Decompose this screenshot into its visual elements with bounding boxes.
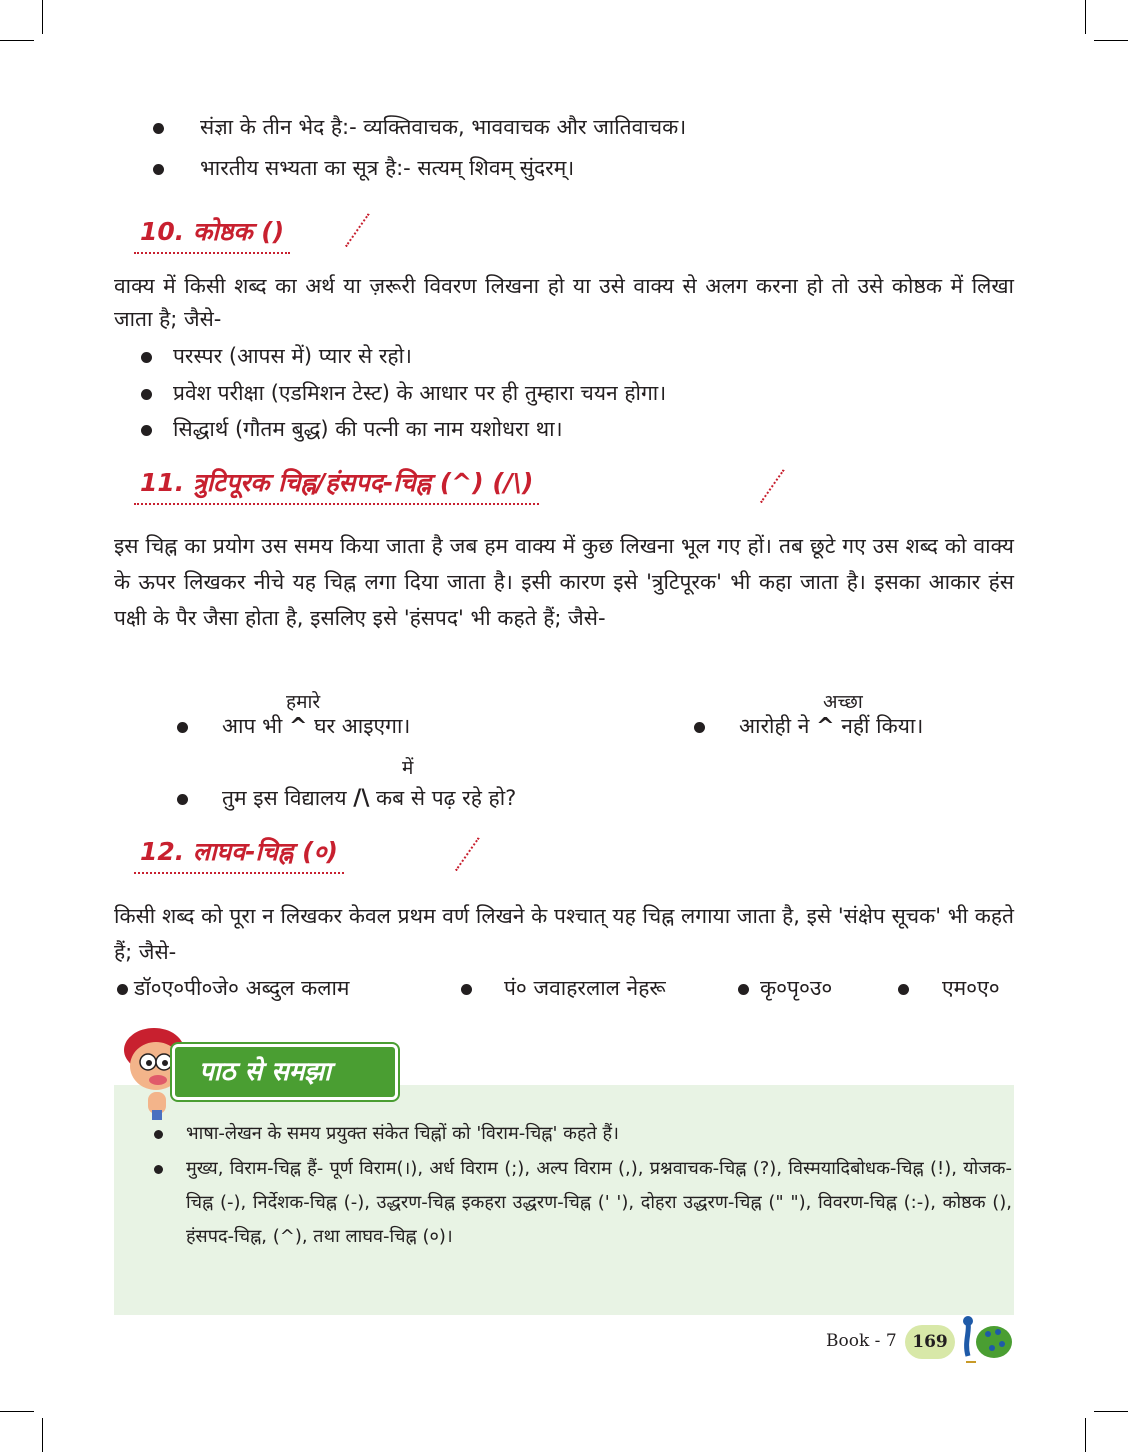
section-10-heading: 10. कोष्ठक () — [134, 214, 290, 254]
heading-slash — [345, 213, 371, 248]
section-10-example-2: प्रवेश परीक्षा (एडमिशन टेस्ट) के आधार पर ही तुम्हारा चयन होगा। — [173, 381, 667, 405]
section-11-heading: 11. त्रुटिपूरक चिह्न/हंसपद-चिह्न (^) (/\) — [134, 465, 539, 505]
caret-example-1-before: आप भी — [222, 714, 283, 738]
hanspad-mark: /\ — [353, 786, 370, 811]
bullet-dot — [117, 984, 128, 995]
crop-mark — [42, 0, 43, 34]
bullet-dot — [694, 722, 705, 733]
heading-slash — [760, 469, 786, 504]
crop-mark — [1094, 1411, 1128, 1412]
summary-banner-label: पाठ से समझा — [199, 1057, 331, 1087]
caret-example-2-before: आरोही ने — [739, 714, 810, 738]
section-12-paragraph: किसी शब्द को पूरा न लिखकर केवल प्रथम वर्ण लिखने के पश्चात् यह चिह्न लगाया जाता है, इसे 'संक्षेप सूचक' भी कहते हैं; जैसे- — [114, 904, 1014, 964]
abbr-example-1: डॉ०ए०पी०जे० अब्दुल कलाम — [134, 976, 350, 1000]
caret-example-3-before: तुम इस विद्यालय — [222, 786, 347, 810]
caret-mark: ^ — [816, 714, 835, 739]
section-11-paragraph: इस चिह्न का प्रयोग उस समय किया जाता है जब हम वाक्य में कुछ लिखना भूल गए हों। तब छूटे गए उस शब्द को वाक्य के ऊपर लिखकर नीचे यह चिह्न लगा दिया जाता है। इसी कारण इसे 'त्रुटिपूरक' भी कहा जाता है। इसका आकार हंस पक्षी के पैर जैसा होता है, इसलिए इसे 'हंसपद' भी कहते हैं; जैसे- — [114, 534, 1014, 630]
top-bullet-2: भारतीय सभ्यता का सूत्र है:- सत्यम् शिवम् सुंदरम्। — [200, 156, 575, 180]
bullet-dot — [738, 984, 749, 995]
bullet-dot — [141, 425, 152, 436]
bullet-dot — [153, 164, 164, 175]
crop-mark — [42, 1418, 43, 1452]
bullet-dot — [154, 1130, 163, 1139]
crop-mark — [1094, 40, 1128, 41]
missing-word-1: हमारे — [286, 691, 321, 713]
summary-point-1: भाषा-लेखन के समय प्रयुक्त संकेत चिह्नों को 'विराम-चिह्न' कहते हैं। — [186, 1123, 619, 1144]
bullet-dot — [154, 1165, 163, 1174]
abbr-example-3: कृ०पृ०उ० — [760, 976, 833, 1000]
caret-example-3-after: कब से पढ़ रहे हो? — [376, 786, 517, 810]
missing-word-3: में — [402, 757, 414, 779]
bullet-dot — [461, 984, 472, 995]
caret-example-2-after: नहीं किया। — [841, 714, 924, 738]
missing-word-2: अच्छा — [823, 691, 863, 713]
crop-mark — [1085, 0, 1086, 34]
bullet-dot — [898, 984, 909, 995]
abbr-example-4: एम०ए० — [942, 976, 1000, 1000]
bullet-dot — [141, 389, 152, 400]
page-number: 169 — [905, 1325, 955, 1359]
bullet-dot — [141, 352, 152, 363]
section-10-example-3: सिद्धार्थ (गौतम बुद्ध) की पत्नी का नाम यशोधरा था। — [173, 417, 563, 441]
bullet-dot — [177, 722, 188, 733]
crop-mark — [0, 40, 34, 41]
crop-mark — [1085, 1418, 1086, 1452]
section-10-example-1: परस्पर (आपस में) प्यार से रहो। — [173, 344, 412, 368]
section-12-heading: 12. लाघव-चिह्न (०) — [134, 834, 344, 874]
bullet-dot — [177, 794, 188, 805]
summary-point-2: मुख्य, विराम-चिह्न हैं- पूर्ण विराम(।), अर्ध विराम (;), अल्प विराम (,), प्रश्नवाचक-चिह्न (?), विस्मयादिबोधक-चिह्न (!), योजक-चिह्न (-), निर्देशक-चिह्न (-), उद्धरण-चिह्न इकहरा उद्धरण-चिह्न (' '), दोहरा उद्धरण-चिह्न (" "), विवरण-चिह्न (:-), कोष्ठक (), हंसपद-चिह्न, (^), तथा लाघव-चिह्न (०)। — [186, 1158, 1012, 1247]
peacock-icon — [954, 1312, 1014, 1366]
heading-slash — [455, 837, 481, 872]
crop-mark — [0, 1411, 34, 1412]
section-10-paragraph: वाक्य में किसी शब्द का अर्थ या ज़रूरी विवरण लिखना हो या उसे वाक्य से अलग करना हो तो उसे कोष्ठक में लिखा जाता है; जैसे- — [114, 274, 1014, 331]
top-bullet-1: संज्ञा के तीन भेद है:- व्यक्तिवाचक, भाववाचक और जातिवाचक। — [200, 115, 687, 139]
book-reference: Book - 7 — [826, 1331, 897, 1351]
caret-example-2 — [739, 711, 923, 742]
caret-example-1-after: घर आइएगा। — [314, 714, 411, 738]
summary-banner — [172, 1044, 398, 1100]
caret-mark: ^ — [288, 714, 308, 739]
caret-example-1 — [222, 711, 410, 742]
abbr-example-2: पं० जवाहरलाल नेहरू — [504, 976, 666, 1000]
bullet-dot — [153, 123, 164, 134]
caret-example-3 — [222, 783, 516, 814]
